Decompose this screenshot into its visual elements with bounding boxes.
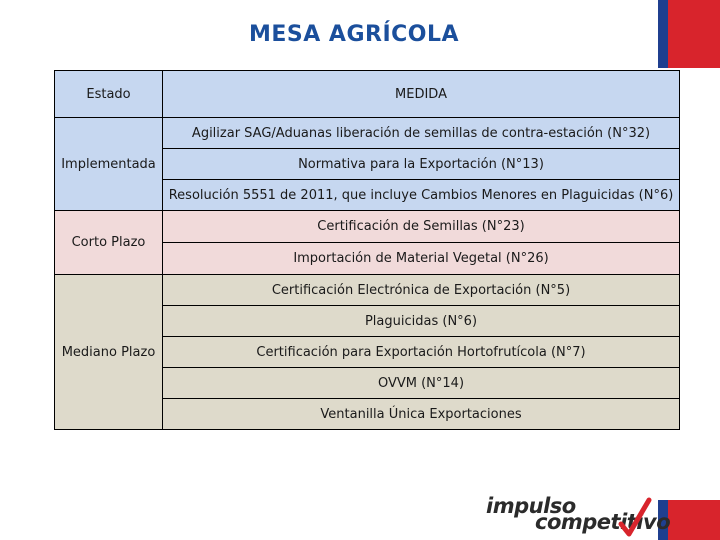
table-header-row	[55, 71, 680, 118]
table-row	[55, 211, 680, 243]
measure-cell: Plaguicidas (N°6)	[163, 306, 680, 337]
logo-line2: competitivo	[535, 510, 671, 534]
table-row	[55, 118, 680, 149]
table-row	[55, 275, 680, 306]
impulso-competitivo-logo	[483, 494, 671, 540]
measures-table	[54, 70, 680, 430]
header-state: Estado	[55, 71, 163, 118]
measure-cell: Certificación Electrónica de Exportación (N°5)	[163, 275, 680, 306]
measure-cell: Resolución 5551 de 2011, que incluye Cambios Menores en Plaguicidas (N°6)	[163, 180, 680, 211]
measure-cell: Normativa para la Exportación (N°13)	[163, 149, 680, 180]
state-implementada: Implementada	[55, 118, 163, 211]
state-corto-plazo: Corto Plazo	[55, 211, 163, 275]
logo-check-icon	[483, 494, 653, 540]
measure-cell: Ventanilla Única Exportaciones	[163, 399, 680, 430]
measure-cell: Importación de Material Vegetal (N°26)	[163, 243, 680, 275]
measure-cell: Certificación para Exportación Hortofrutícola (N°7)	[163, 337, 680, 368]
state-mediano-plazo: Mediano Plazo	[55, 275, 163, 430]
measure-cell: Agilizar SAG/Aduanas liberación de semillas de contra-estación (N°32)	[163, 118, 680, 149]
logo-line1: impulso	[486, 494, 576, 518]
header-measure: MEDIDA	[163, 71, 680, 118]
measure-cell: OVVM (N°14)	[163, 368, 680, 399]
slide-title: MESA AGRÍCOLA	[248, 22, 460, 47]
measure-cell: Certificación de Semillas (N°23)	[163, 211, 680, 243]
flag-stripe-red-bottom	[668, 500, 720, 540]
